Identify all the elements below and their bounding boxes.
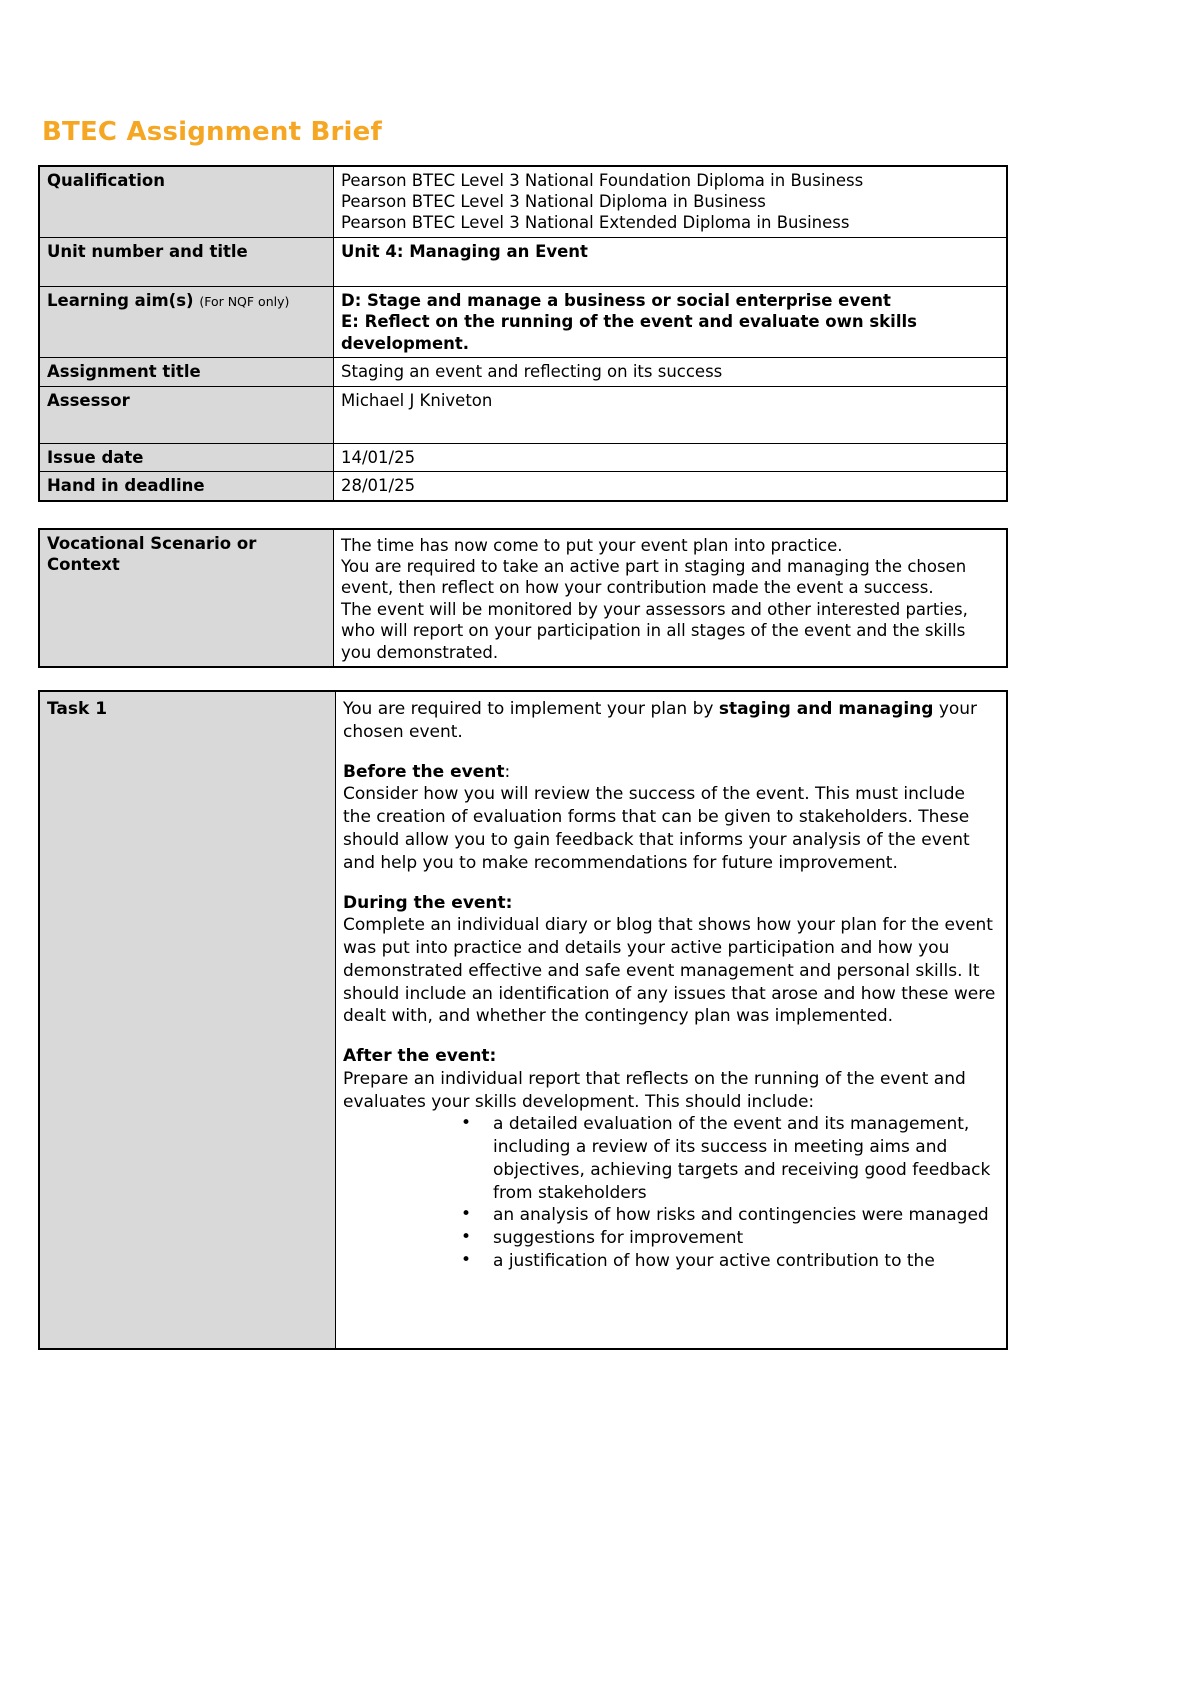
row-value-assessor: Michael J Kniveton (334, 386, 1008, 443)
task-table (38, 690, 1008, 1350)
task-section-after (343, 1045, 998, 1113)
table-row-assessor (39, 386, 1007, 443)
row-label-unit: Unit number and title (39, 237, 334, 286)
section-gap-2 (38, 668, 1008, 690)
task-intro (343, 698, 998, 744)
task-body-before: Consider how you will review the success of the event. This must include the creation of evaluation forms that can be given to stakeholders. These should allow you to gain feedback that informs your analysis of the event and help you to make recommendations for future improvement. (343, 784, 970, 873)
row-label-learning-aims (39, 286, 334, 357)
table-row-task-1 (39, 691, 1007, 1349)
vocational-scenario-table (38, 528, 1008, 669)
task-body (336, 691, 1008, 1349)
scenario-paragraph-3: The event will be monitored by your assessors and other interested parties, who will report on your participation in all stages of the event and the skills you demonstrated. (341, 599, 968, 662)
qualification-line-2: Pearson BTEC Level 3 National Diploma in Business (341, 192, 766, 212)
task-body-after: Prepare an individual report that reflects on the running of the event and evaluates your skills development. This should include: (343, 1068, 966, 1112)
task-heading-before (343, 761, 998, 784)
row-value-learning-aims (334, 286, 1008, 357)
row-value-scenario (334, 529, 1008, 668)
list-item (461, 1227, 998, 1250)
task-bullet-list (343, 1113, 998, 1272)
task-spacer-3 (343, 1028, 998, 1045)
table-row-learning-aims (39, 286, 1007, 357)
task-heading-after: After the event: (343, 1046, 497, 1067)
table-row-scenario (39, 529, 1007, 668)
task-intro-after: your chosen event. (343, 699, 978, 742)
qualification-line-1: Pearson BTEC Level 3 National Foundation Diploma in Business (341, 170, 864, 190)
task-intro-bold: staging and managing (718, 699, 934, 720)
learning-aim-e: E: Reflect on the running of the event and evaluate own skills development. (341, 312, 917, 353)
row-value-hand-in-deadline: 28/01/25 (334, 472, 1008, 501)
row-value-unit: Unit 4: Managing an Event (334, 237, 1008, 286)
learning-aims-label-note: (For NQF only) (199, 293, 290, 309)
row-label-scenario: Vocational Scenario or Context (39, 529, 334, 668)
bullet-text-4: a justification of how your active contribution to the (493, 1251, 935, 1271)
qualification-line-3: Pearson BTEC Level 3 National Extended Diploma in Business (341, 213, 850, 233)
task-spacer-1 (343, 744, 998, 761)
task-label: Task 1 (39, 691, 336, 1349)
bullet-text-2: an analysis of how risks and contingencies were managed (493, 1205, 989, 1226)
task-intro-before: You are required to implement your plan by (343, 699, 719, 720)
task-body-during: Complete an individual diary or blog that shows how your plan for the event was put into practice and details your active participation and how you demonstrated effective and safe event management and personal skills. It should include an identification of any issues that arose and how these were dealt with, and whether the contingency plan was implemented. (343, 915, 996, 1027)
task-heading-before-text: Before the event (343, 761, 505, 782)
learning-aims-label-text: Learning aim(s) (47, 290, 194, 310)
task-section-during (343, 892, 998, 1029)
assignment-details-table (38, 165, 1008, 502)
list-item (461, 1113, 998, 1204)
row-label-assessor: Assessor (39, 386, 334, 443)
row-value-assignment-title: Staging an event and reflecting on its success (334, 358, 1008, 386)
section-gap-1 (38, 502, 1008, 528)
row-label-qualification: Qualification (39, 166, 334, 238)
page-title: BTEC Assignment Brief (42, 117, 382, 147)
table-row-unit (39, 237, 1007, 286)
row-label-hand-in-deadline: Hand in deadline (39, 472, 334, 501)
table-row-hand-in-deadline (39, 472, 1007, 501)
task-heading-before-colon: : (504, 761, 511, 782)
task-section-before (343, 761, 998, 875)
row-value-qualification (334, 166, 1008, 238)
bullet-text-3: suggestions for improvement (493, 1228, 744, 1249)
task-spacer-2 (343, 875, 998, 892)
row-label-issue-date: Issue date (39, 443, 334, 471)
task-heading-during: During the event: (343, 892, 513, 913)
scenario-paragraph-1: The time has now come to put your event plan into practice. (341, 535, 843, 555)
row-label-assignment-title: Assignment title (39, 358, 334, 386)
learning-aim-d: D: Stage and manage a business or social enterprise event (341, 290, 891, 310)
list-item (461, 1250, 998, 1273)
table-row-issue-date (39, 443, 1007, 471)
table-row-assignment-title (39, 358, 1007, 386)
list-item (461, 1204, 998, 1227)
row-value-issue-date: 14/01/25 (334, 443, 1008, 471)
scenario-paragraph-2: You are required to take an active part in staging and managing the chosen event, then reflect on how your contribution made the event a success. (341, 556, 967, 598)
bullet-text-1: a detailed evaluation of the event and its management, including a review of its success in meeting aims and objectives, achieving targets and receiving good feedback from stakeholders (493, 1114, 991, 1203)
table-row-qualification (39, 166, 1007, 238)
